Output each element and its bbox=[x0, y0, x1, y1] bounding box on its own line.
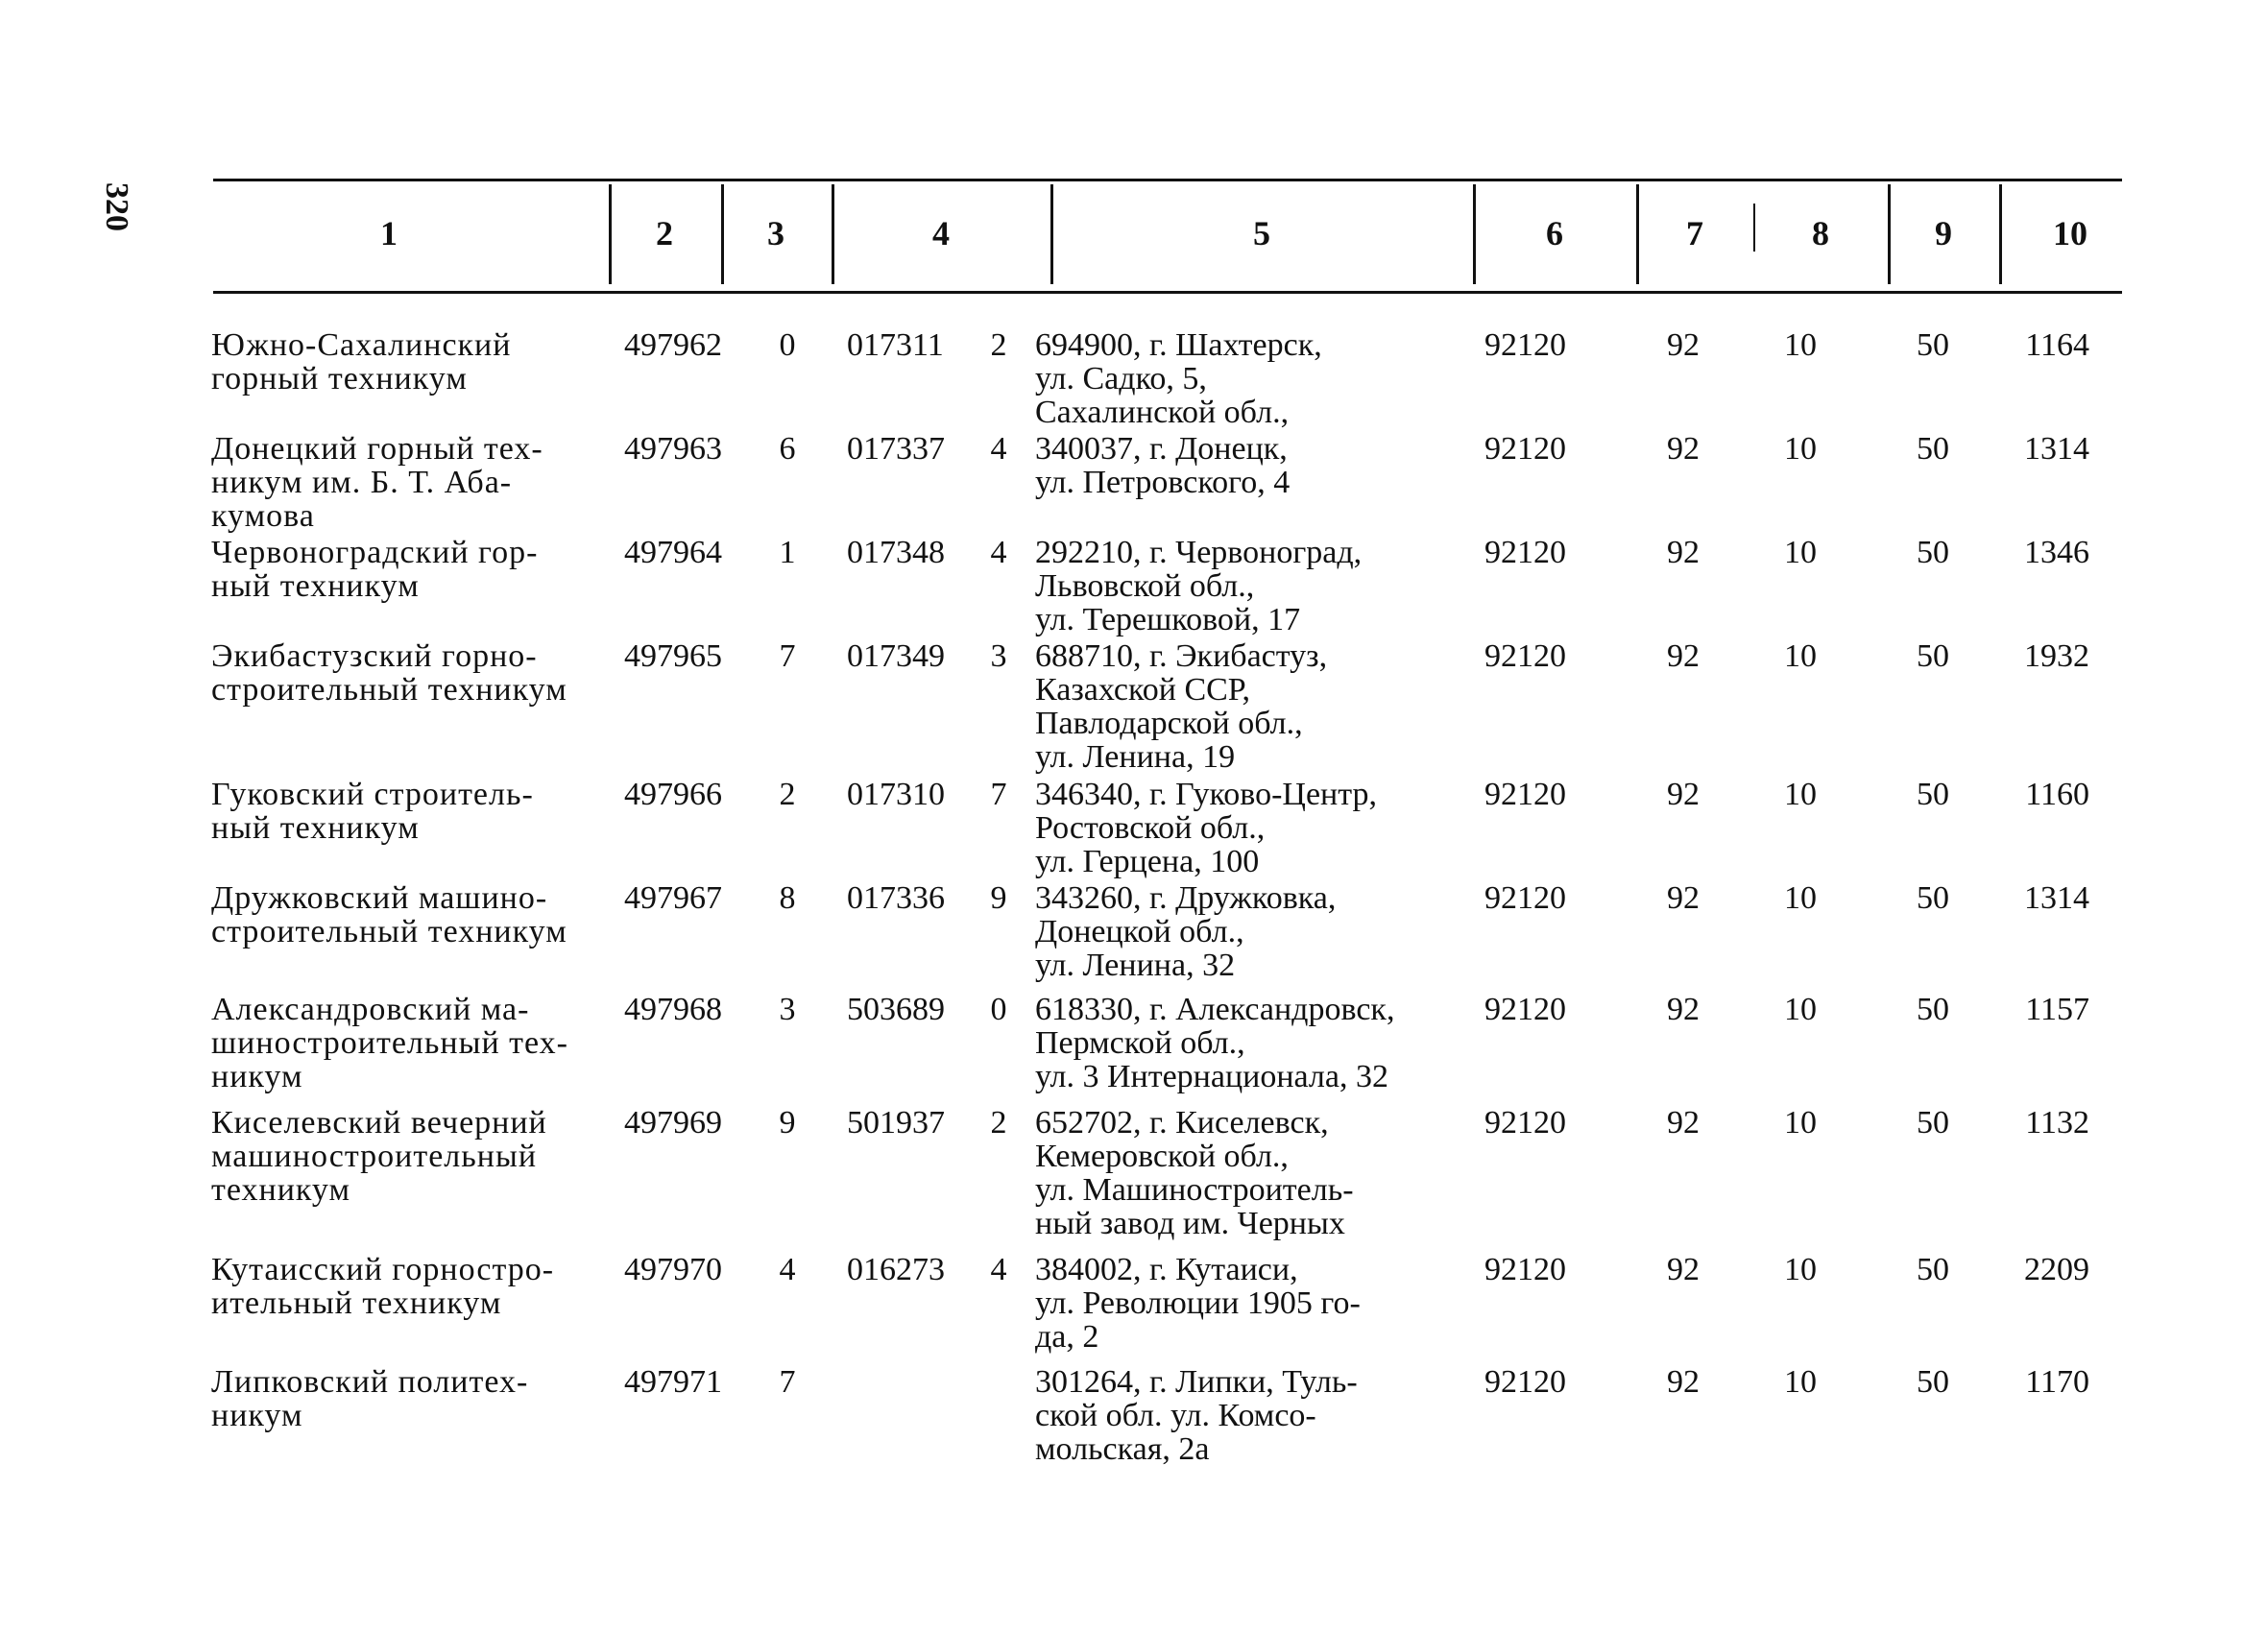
cell-col9: 50 bbox=[1917, 327, 1949, 363]
cell-address: 346340, г. Гуково-Центр, Ростовской обл., ул. Герцена, 100 bbox=[1035, 777, 1378, 879]
page-number: 320 bbox=[99, 182, 134, 231]
cell-col2: 497966 bbox=[624, 777, 722, 812]
cell-col4-check: 4 bbox=[990, 431, 1007, 467]
cell-col8: 10 bbox=[1784, 638, 1817, 674]
cell-col10: 1170 bbox=[2025, 1364, 2089, 1400]
cell-col6: 92120 bbox=[1484, 1252, 1566, 1287]
column-divider bbox=[1999, 184, 2002, 284]
cell-col3: 3 bbox=[779, 992, 796, 1027]
cell-col8: 10 bbox=[1784, 880, 1817, 916]
cell-col8: 10 bbox=[1784, 327, 1817, 363]
column-divider bbox=[1636, 184, 1639, 284]
column-divider bbox=[721, 184, 724, 284]
column-divider bbox=[1473, 184, 1476, 284]
cell-col7: 92 bbox=[1667, 431, 1700, 467]
column-divider bbox=[609, 184, 612, 284]
cell-institution-name: Экибастузский горно- строительный техникум bbox=[211, 638, 567, 708]
cell-col4-check: 7 bbox=[990, 777, 1007, 812]
cell-col7: 92 bbox=[1667, 1105, 1700, 1141]
cell-institution-name: Донецкий горный тех- никум им. Б. Т. Аба- кумова bbox=[211, 431, 543, 534]
cell-col3: 0 bbox=[779, 327, 796, 363]
cell-col8: 10 bbox=[1784, 777, 1817, 812]
cell-col9: 50 bbox=[1917, 880, 1949, 916]
cell-address: 301264, г. Липки, Туль- ской обл. ул. Комсо- мольская, 2а bbox=[1035, 1364, 1358, 1467]
column-header: 5 bbox=[1253, 214, 1270, 252]
cell-col7: 92 bbox=[1667, 880, 1700, 916]
cell-col9: 50 bbox=[1917, 638, 1949, 674]
column-divider bbox=[832, 184, 834, 284]
cell-col4: 017337 bbox=[847, 431, 945, 467]
cell-institution-name: Кутаисский горностро- ительный техникум bbox=[211, 1252, 555, 1321]
cell-institution-name: Киселевский вечерний машиностроительный техникум bbox=[211, 1105, 547, 1208]
cell-institution-name: Червоноградский гор- ный техникум bbox=[211, 535, 539, 604]
cell-col4-check: 2 bbox=[990, 327, 1007, 363]
cell-address: 688710, г. Экибастуз, Казахской ССР, Павлодарской обл., ул. Ленина, 19 bbox=[1035, 638, 1328, 775]
cell-col3: 7 bbox=[779, 638, 796, 674]
cell-col9: 50 bbox=[1917, 1252, 1949, 1287]
cell-col7: 92 bbox=[1667, 638, 1700, 674]
cell-col9: 50 bbox=[1917, 1105, 1949, 1141]
cell-col7: 92 bbox=[1667, 327, 1700, 363]
cell-col10: 1164 bbox=[2025, 327, 2089, 363]
cell-col6: 92120 bbox=[1484, 431, 1566, 467]
cell-col8: 10 bbox=[1784, 1364, 1817, 1400]
cell-col9: 50 bbox=[1917, 777, 1949, 812]
cell-col6: 92120 bbox=[1484, 880, 1566, 916]
cell-col2: 497970 bbox=[624, 1252, 722, 1287]
cell-address: 694900, г. Шахтерск, ул. Садко, 5, Сахалинской обл., bbox=[1035, 327, 1322, 430]
cell-col3: 7 bbox=[779, 1364, 796, 1400]
cell-col4: 501937 bbox=[847, 1105, 945, 1141]
cell-col10: 1314 bbox=[2024, 431, 2089, 467]
cell-col6: 92120 bbox=[1484, 992, 1566, 1027]
cell-col10: 1346 bbox=[2024, 535, 2089, 570]
cell-col3: 2 bbox=[779, 777, 796, 812]
column-header: 10 bbox=[2053, 214, 2087, 252]
cell-col8: 10 bbox=[1784, 431, 1817, 467]
column-divider bbox=[1050, 184, 1053, 284]
cell-col4: 017310 bbox=[847, 777, 945, 812]
column-header: 7 bbox=[1686, 214, 1703, 252]
cell-col7: 92 bbox=[1667, 1364, 1700, 1400]
cell-col6: 92120 bbox=[1484, 777, 1566, 812]
cell-address: 292210, г. Червоноград, Львовской обл., ул. Терешковой, 17 bbox=[1035, 535, 1363, 637]
cell-col8: 10 bbox=[1784, 1105, 1817, 1141]
cell-col4-check: 2 bbox=[990, 1105, 1007, 1141]
top-rule bbox=[213, 179, 2122, 181]
column-header: 4 bbox=[932, 214, 950, 252]
cell-institution-name: Дружковский машино- строительный техникум bbox=[211, 880, 567, 949]
cell-col2: 497963 bbox=[624, 431, 722, 467]
cell-col7: 92 bbox=[1667, 1252, 1700, 1287]
cell-col4: 017349 bbox=[847, 638, 945, 674]
cell-col4-check: 0 bbox=[990, 992, 1007, 1027]
cell-col7: 92 bbox=[1667, 992, 1700, 1027]
column-header: 9 bbox=[1935, 214, 1952, 252]
cell-col4: 017311 bbox=[847, 327, 944, 363]
header-rule bbox=[213, 291, 2122, 294]
column-header: 6 bbox=[1546, 214, 1563, 252]
cell-col7: 92 bbox=[1667, 535, 1700, 570]
cell-col6: 92120 bbox=[1484, 1105, 1566, 1141]
cell-address: 618330, г. Александровск, Пермской обл., ул. 3 Интернационала, 32 bbox=[1035, 992, 1395, 1094]
column-header: 1 bbox=[380, 214, 398, 252]
cell-col8: 10 bbox=[1784, 535, 1817, 570]
cell-col7: 92 bbox=[1667, 777, 1700, 812]
cell-col2: 497968 bbox=[624, 992, 722, 1027]
cell-col9: 50 bbox=[1917, 992, 1949, 1027]
cell-col9: 50 bbox=[1917, 1364, 1949, 1400]
cell-col3: 6 bbox=[779, 431, 796, 467]
cell-institution-name: Гуковский строитель- ный техникум bbox=[211, 777, 534, 846]
cell-col10: 1157 bbox=[2025, 992, 2089, 1027]
cell-col3: 8 bbox=[779, 880, 796, 916]
cell-col4: 503689 bbox=[847, 992, 945, 1027]
column-divider bbox=[1753, 204, 1755, 252]
cell-col10: 2209 bbox=[2024, 1252, 2089, 1287]
cell-col4-check: 3 bbox=[990, 638, 1007, 674]
column-header: 3 bbox=[767, 214, 784, 252]
cell-col2: 497969 bbox=[624, 1105, 722, 1141]
cell-address: 340037, г. Донецк, ул. Петровского, 4 bbox=[1035, 431, 1291, 500]
cell-address: 343260, г. Дружковка, Донецкой обл., ул. Ленина, 32 bbox=[1035, 880, 1337, 983]
cell-col4: 017336 bbox=[847, 880, 945, 916]
column-header: 2 bbox=[656, 214, 673, 252]
cell-col8: 10 bbox=[1784, 1252, 1817, 1287]
cell-institution-name: Александровский ма- шиностроительный тех- никум bbox=[211, 992, 568, 1094]
cell-col2: 497967 bbox=[624, 880, 722, 916]
cell-col2: 497971 bbox=[624, 1364, 722, 1400]
cell-col2: 497965 bbox=[624, 638, 722, 674]
cell-col4-check: 9 bbox=[990, 880, 1007, 916]
column-header: 8 bbox=[1812, 214, 1829, 252]
cell-col4-check: 4 bbox=[990, 535, 1007, 570]
cell-col9: 50 bbox=[1917, 535, 1949, 570]
cell-col8: 10 bbox=[1784, 992, 1817, 1027]
cell-col4: 017348 bbox=[847, 535, 945, 570]
column-divider bbox=[1888, 184, 1891, 284]
cell-institution-name: Южно-Сахалинский горный техникум bbox=[211, 327, 512, 396]
cell-col2: 497962 bbox=[624, 327, 722, 363]
cell-col3: 4 bbox=[779, 1252, 796, 1287]
cell-col3: 1 bbox=[779, 535, 796, 570]
cell-col6: 92120 bbox=[1484, 1364, 1566, 1400]
cell-address: 652702, г. Киселевск, Кемеровской обл., ул. Машиностроитель- ный завод им. Черных bbox=[1035, 1105, 1354, 1241]
cell-col4: 016273 bbox=[847, 1252, 945, 1287]
cell-col10: 1160 bbox=[2025, 777, 2089, 812]
cell-col10: 1932 bbox=[2024, 638, 2089, 674]
cell-col10: 1314 bbox=[2024, 880, 2089, 916]
cell-col2: 497964 bbox=[624, 535, 722, 570]
cell-col6: 92120 bbox=[1484, 638, 1566, 674]
cell-address: 384002, г. Кутаиси, ул. Революции 1905 го- да, 2 bbox=[1035, 1252, 1361, 1355]
cell-col10: 1132 bbox=[2025, 1105, 2089, 1141]
cell-col4-check: 4 bbox=[990, 1252, 1007, 1287]
cell-institution-name: Липковский политех- никум bbox=[211, 1364, 529, 1433]
cell-col6: 92120 bbox=[1484, 327, 1566, 363]
cell-col3: 9 bbox=[779, 1105, 796, 1141]
cell-col6: 92120 bbox=[1484, 535, 1566, 570]
cell-col9: 50 bbox=[1917, 431, 1949, 467]
